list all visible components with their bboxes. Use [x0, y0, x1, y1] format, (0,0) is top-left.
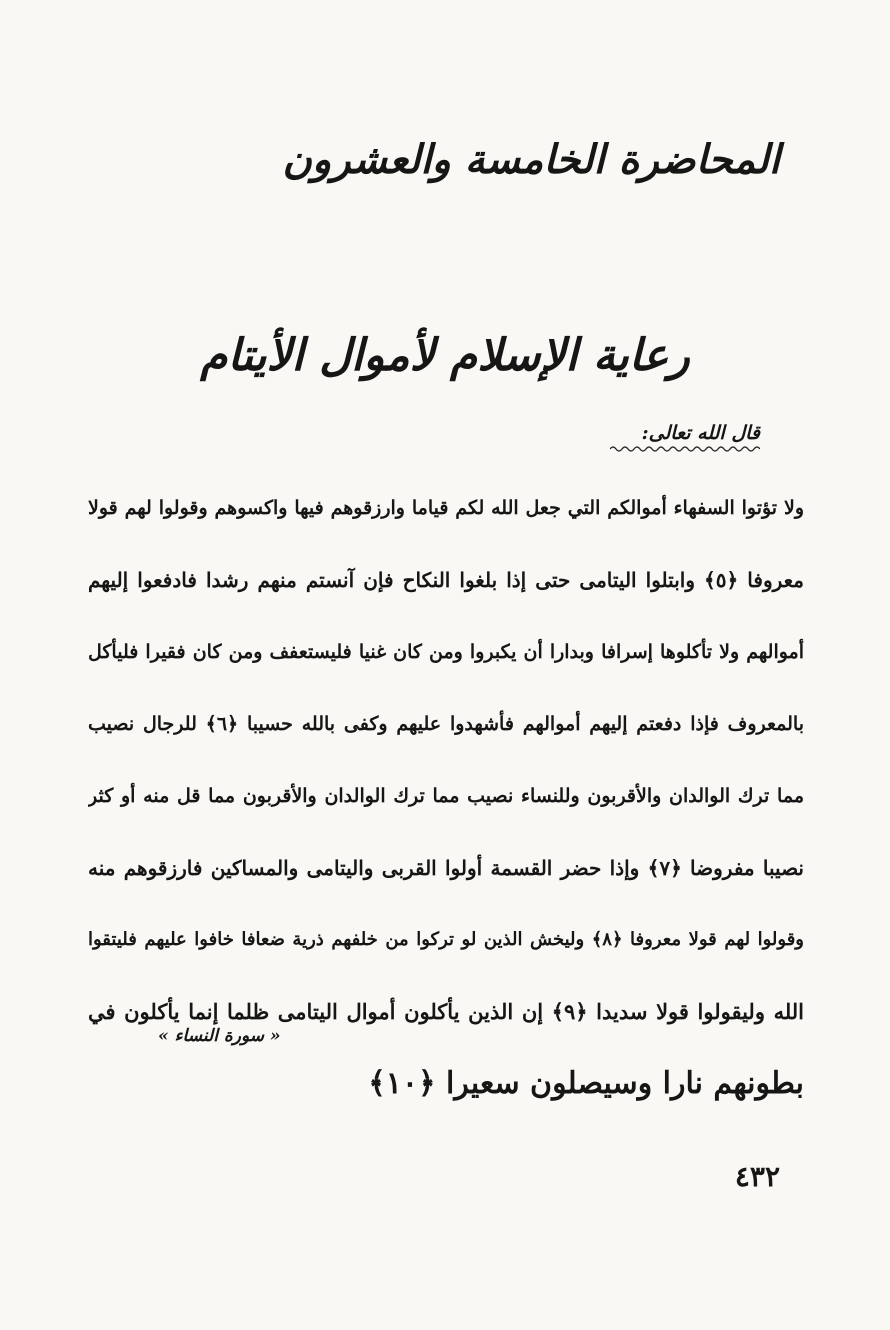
verse-line-3: أموالهم ولا تأكلوها إسرافا وبدارا أن يكبروا ومن كان غنيا فليستعفف ومن كان فقيرا فليأكل: [88, 641, 804, 663]
verse-line-5: مما ترك الوالدان والأقربون وللنساء نصيب مما ترك الوالدان والأقربون مما قل منه أو كثر: [88, 785, 804, 807]
verse-line-7: وقولوا لهم قولا معروفا ﴿٨﴾ وليخش الذين لو تركوا من خلفهم ذرية ضعافا خافوا عليهم فليتقوا: [88, 929, 804, 950]
surah-name: « سورة النساء »: [158, 1026, 281, 1046]
verse-line-2: معروفا ﴿٥﴾ وابتلوا اليتامى حتى إذا بلغوا النكاح فإن آنستم منهم رشدا فادفعوا إليهم: [88, 568, 804, 592]
lecture-title: المحاضرة الخامسة والعشرون: [282, 136, 780, 183]
verse-line-8: الله وليقولوا قولا سديدا ﴿٩﴾ إن الذين يأكلون أموال اليتامى ظلما إنما يأكلون في: [88, 999, 804, 1024]
verse-line-6: نصيبا مفروضا ﴿٧﴾ وإذا حضر القسمة أولوا القربى واليتامى والمساكين فارزقوهم منه: [88, 856, 804, 880]
verse-intro: [642, 422, 760, 451]
section-title: رعاية الإسلام لأموال الأيتام: [200, 330, 690, 381]
verse-line-9: بطونهم نارا وسيصلون سعيرا ﴿١٠﴾: [368, 1066, 804, 1101]
wavy-underline: [610, 445, 760, 453]
verse-block: [88, 472, 804, 1120]
verse-line-4: بالمعروف فإذا دفعتم إليهم أموالهم فأشهدوا عليهم وكفى بالله حسيبا ﴿٦﴾ للرجال نصيب: [88, 713, 804, 735]
verse-line-1: ولا تؤتوا السفهاء أموالكم التي جعل الله لكم قياما وارزقوهم فيها واكسوهم وقولوا لهم قولا: [88, 497, 804, 519]
verse-intro-text: قال الله تعالى:: [641, 422, 760, 444]
page-number: ٤٣٢: [734, 1160, 780, 1193]
